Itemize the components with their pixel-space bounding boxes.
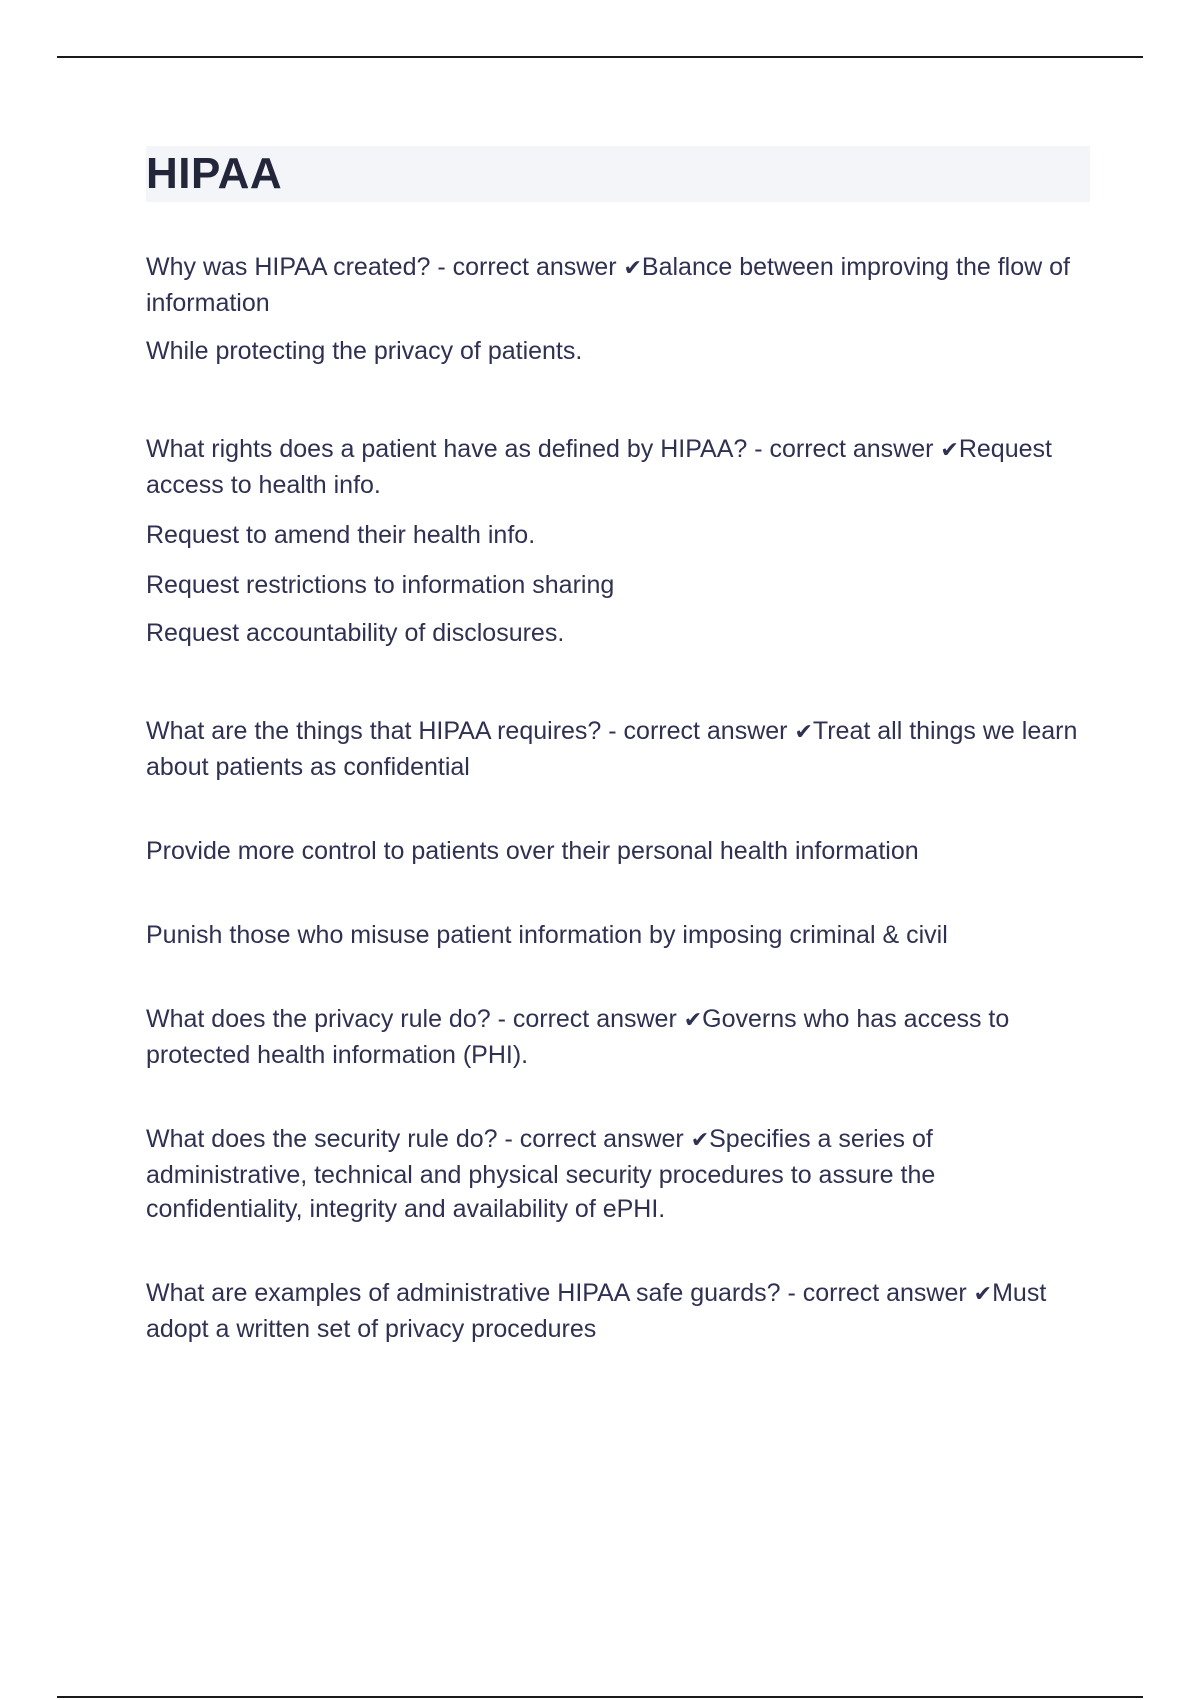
answer-line: While protecting the privacy of patients. bbox=[146, 337, 583, 365]
question-text: What rights does a patient have as defined by HIPAA? - correct answer bbox=[146, 435, 941, 463]
answer-line: Provide more control to patients over their personal health information bbox=[146, 837, 919, 865]
top-rule bbox=[57, 56, 1143, 58]
question-text: What does the security rule do? - correct answer bbox=[146, 1125, 691, 1153]
answer-line: Request restrictions to information sharing bbox=[146, 571, 615, 599]
answer-text: Treat all things we learn about patients as confidential bbox=[146, 717, 1078, 781]
qa-item bbox=[146, 1276, 1090, 1346]
checkmark-icon: ✔ bbox=[973, 1282, 993, 1307]
question-text: What does the privacy rule do? - correct answer bbox=[146, 1005, 684, 1033]
question-text: Why was HIPAA created? - correct answer bbox=[146, 253, 624, 281]
answer-line: Request accountability of disclosures. bbox=[146, 619, 565, 647]
qa-item bbox=[146, 1002, 1090, 1072]
checkmark-icon: ✔ bbox=[683, 1008, 703, 1033]
question-text: What are the things that HIPAA requires? - correct answer bbox=[146, 717, 795, 745]
answer-text: Governs who has access to protected health information (PHI). bbox=[146, 1005, 1010, 1069]
qa-item bbox=[146, 714, 1090, 784]
answer-line: Request to amend their health info. bbox=[146, 521, 536, 549]
bottom-rule bbox=[57, 1696, 1143, 1698]
checkmark-icon: ✔ bbox=[940, 438, 959, 463]
answer-line: Punish those who misuse patient information by imposing criminal & civil bbox=[146, 921, 948, 949]
qa-item bbox=[146, 432, 1090, 502]
qa-item bbox=[146, 250, 1090, 320]
answer-text: Specifies a series of administrative, technical and physical security procedures to assure the confidentiality, integrity and availability of ePHI. bbox=[146, 1125, 936, 1223]
question-text: What are examples of administrative HIPAA safe guards? - correct answer bbox=[146, 1279, 974, 1307]
page-title: HIPAA bbox=[146, 149, 283, 198]
title-band bbox=[146, 146, 1090, 202]
answer-text: Balance between improving the flow of information bbox=[146, 253, 1070, 317]
answer-text: Must adopt a written set of privacy procedures bbox=[146, 1279, 1047, 1343]
qa-item bbox=[146, 1122, 1090, 1226]
checkmark-icon: ✔ bbox=[690, 1128, 710, 1153]
checkmark-icon: ✔ bbox=[794, 720, 813, 745]
document-body bbox=[146, 146, 1090, 1346]
answer-text: Request access to health info. bbox=[146, 435, 1052, 499]
checkmark-icon: ✔ bbox=[623, 256, 642, 281]
